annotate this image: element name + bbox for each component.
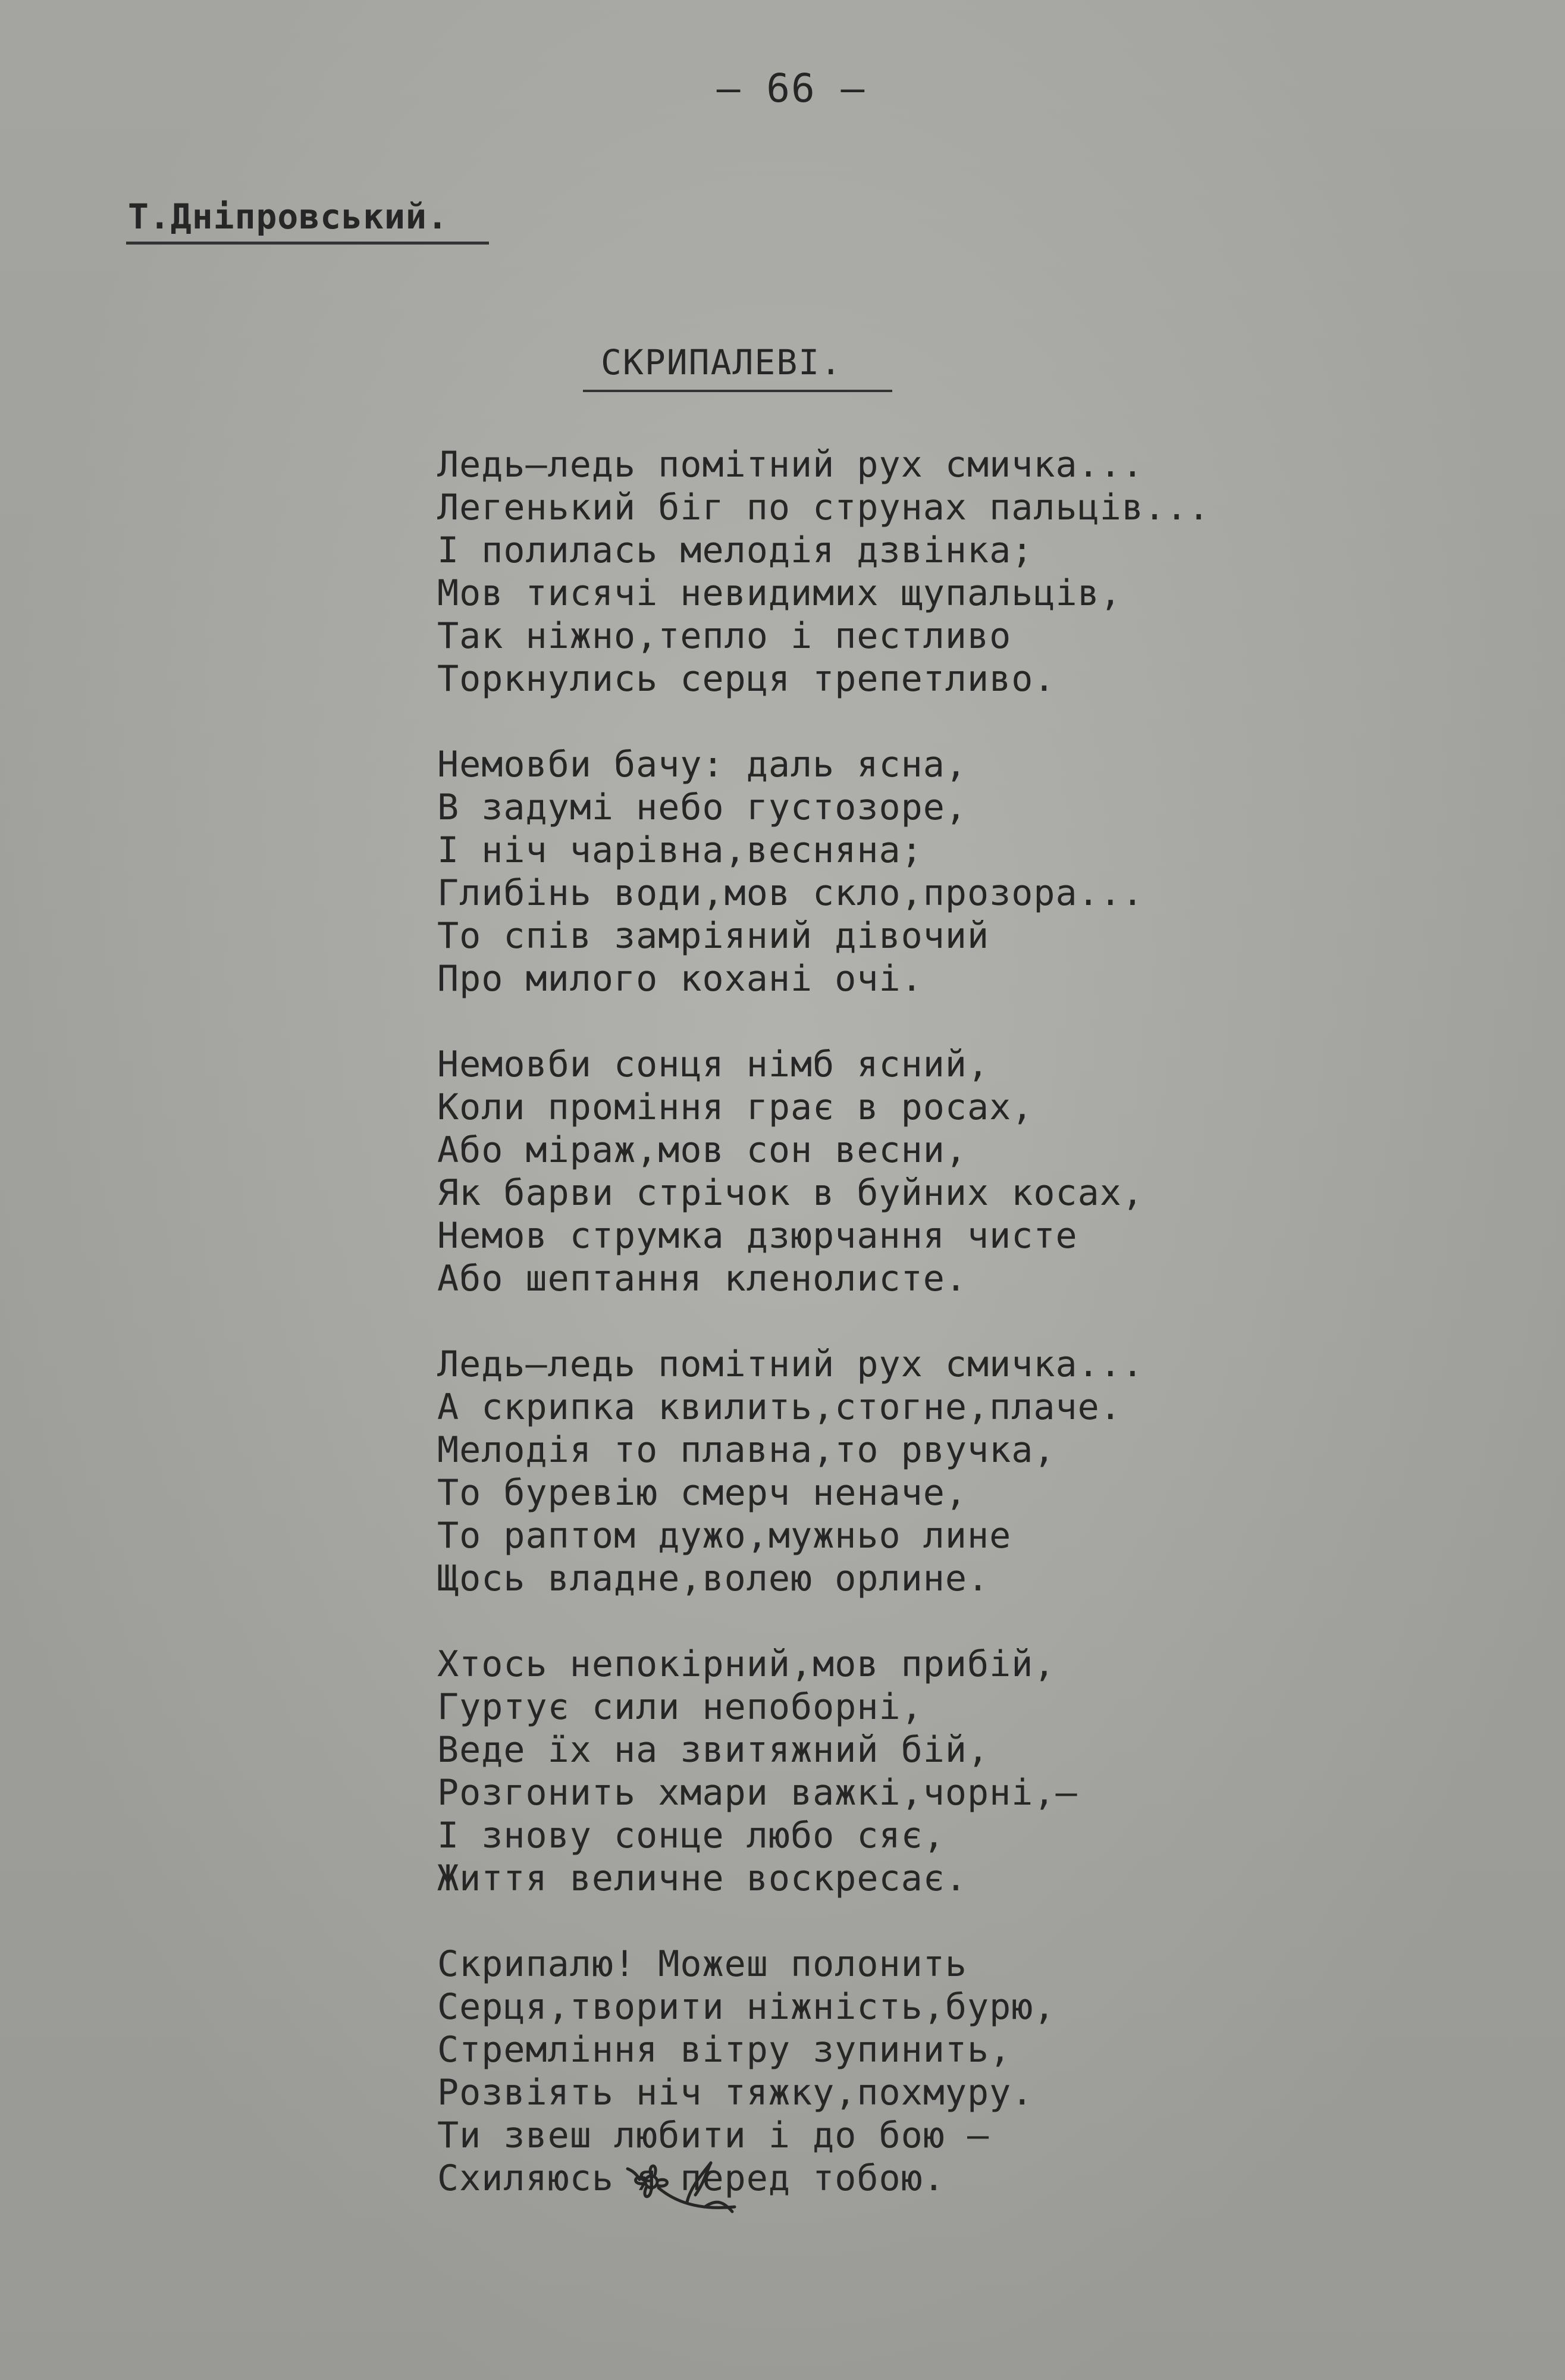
poem-line: Розгонить хмари важкі,чорні,– (437, 1772, 1078, 1814)
poem-line: Життя величне воскресає. (437, 1858, 967, 1899)
poem-line: Мов тисячі невидимих щупальців, (437, 572, 1122, 614)
poem-line: Торкнулись серця трепетливо. (437, 658, 1056, 700)
page-number: – 66 – (716, 65, 866, 111)
poem-line: Мелодія то плавна,то рвучка, (437, 1429, 1056, 1471)
poem-line: Веде їх на звитяжний бій, (437, 1729, 990, 1771)
poem-line: Про милого кохані очі. (437, 958, 923, 1000)
poem-line: А скрипка квилить,стогне,плаче. (437, 1386, 1122, 1428)
poem-line: І ніч чарівна,весняна; (437, 829, 923, 871)
poem-line: Немовби сонця німб ясний, (437, 1044, 990, 1085)
stanza (437, 1943, 1329, 2200)
poem-line: І знову сонце любо сяє, (437, 1815, 945, 1856)
poem-line: Ледь–ледь помітний рух смичка... (437, 1344, 1144, 1385)
poem-line: Ти звеш любити і до бою – (437, 2115, 990, 2156)
poem-line: Щось владне,волею орлине. (437, 1558, 990, 1599)
author-underline (126, 242, 489, 245)
poem-line: Немовби бачу: даль ясна, (437, 744, 967, 785)
poem-line: Немов струмка дзюрчання чисте (437, 1215, 1078, 1257)
poem-line: Серця,творити ніжність,бурю, (437, 1986, 1056, 2028)
poem-line: Як барви стрічок в буйних косах, (437, 1172, 1144, 1214)
stanza (437, 1343, 1329, 1600)
poem-line: Коли проміння грає в росах, (437, 1086, 1034, 1128)
poem-line: Глибінь води,мов скло,прозора... (437, 872, 1144, 914)
poem-line: Так ніжно,тепло і пестливо (437, 615, 1012, 657)
stanza (437, 1043, 1329, 1300)
stanza (437, 443, 1329, 700)
flower-sprig-icon (616, 2145, 752, 2222)
author-name: Т.Дніпровський. (128, 196, 449, 237)
poem-line: То раптом дужо,мужньо лине (437, 1515, 1012, 1557)
poem-title: СКРИПАЛЕВІ. (601, 342, 843, 383)
poem-line: І полилась мелодія дзвінка; (437, 530, 1034, 571)
poem-body (437, 443, 1329, 2243)
poem-line: Або міраж,мов сон весни, (437, 1129, 967, 1171)
poem-line: То спів замріяний дівочий (437, 915, 990, 957)
poem-line: Скрипалю! Можеш полонить (437, 1943, 967, 1985)
poem-line: В задумі небо густозоре, (437, 787, 967, 828)
poem-line: Стремління вітру зупинить, (437, 2029, 1012, 2071)
poem-line: Розвіять ніч тяжку,похмуру. (437, 2072, 1034, 2113)
poem-line: Або шептання кленолисте. (437, 1258, 967, 1299)
title-underline (583, 390, 892, 392)
poem-line: То буревію смерч неначе, (437, 1472, 967, 1514)
poem-line: Легенький біг по струнах пальців... (437, 487, 1210, 528)
stanza (437, 1643, 1329, 1900)
stanza (437, 743, 1329, 1000)
poem-line: Схиляюсь я перед тобою. (437, 2157, 945, 2199)
poem-line: Хтось непокірний,мов прибій, (437, 1643, 1056, 1685)
poem-line: Ледь–ледь помітний рух смичка... (437, 444, 1144, 486)
poem-line: Гуртує сили непоборні, (437, 1686, 923, 1728)
